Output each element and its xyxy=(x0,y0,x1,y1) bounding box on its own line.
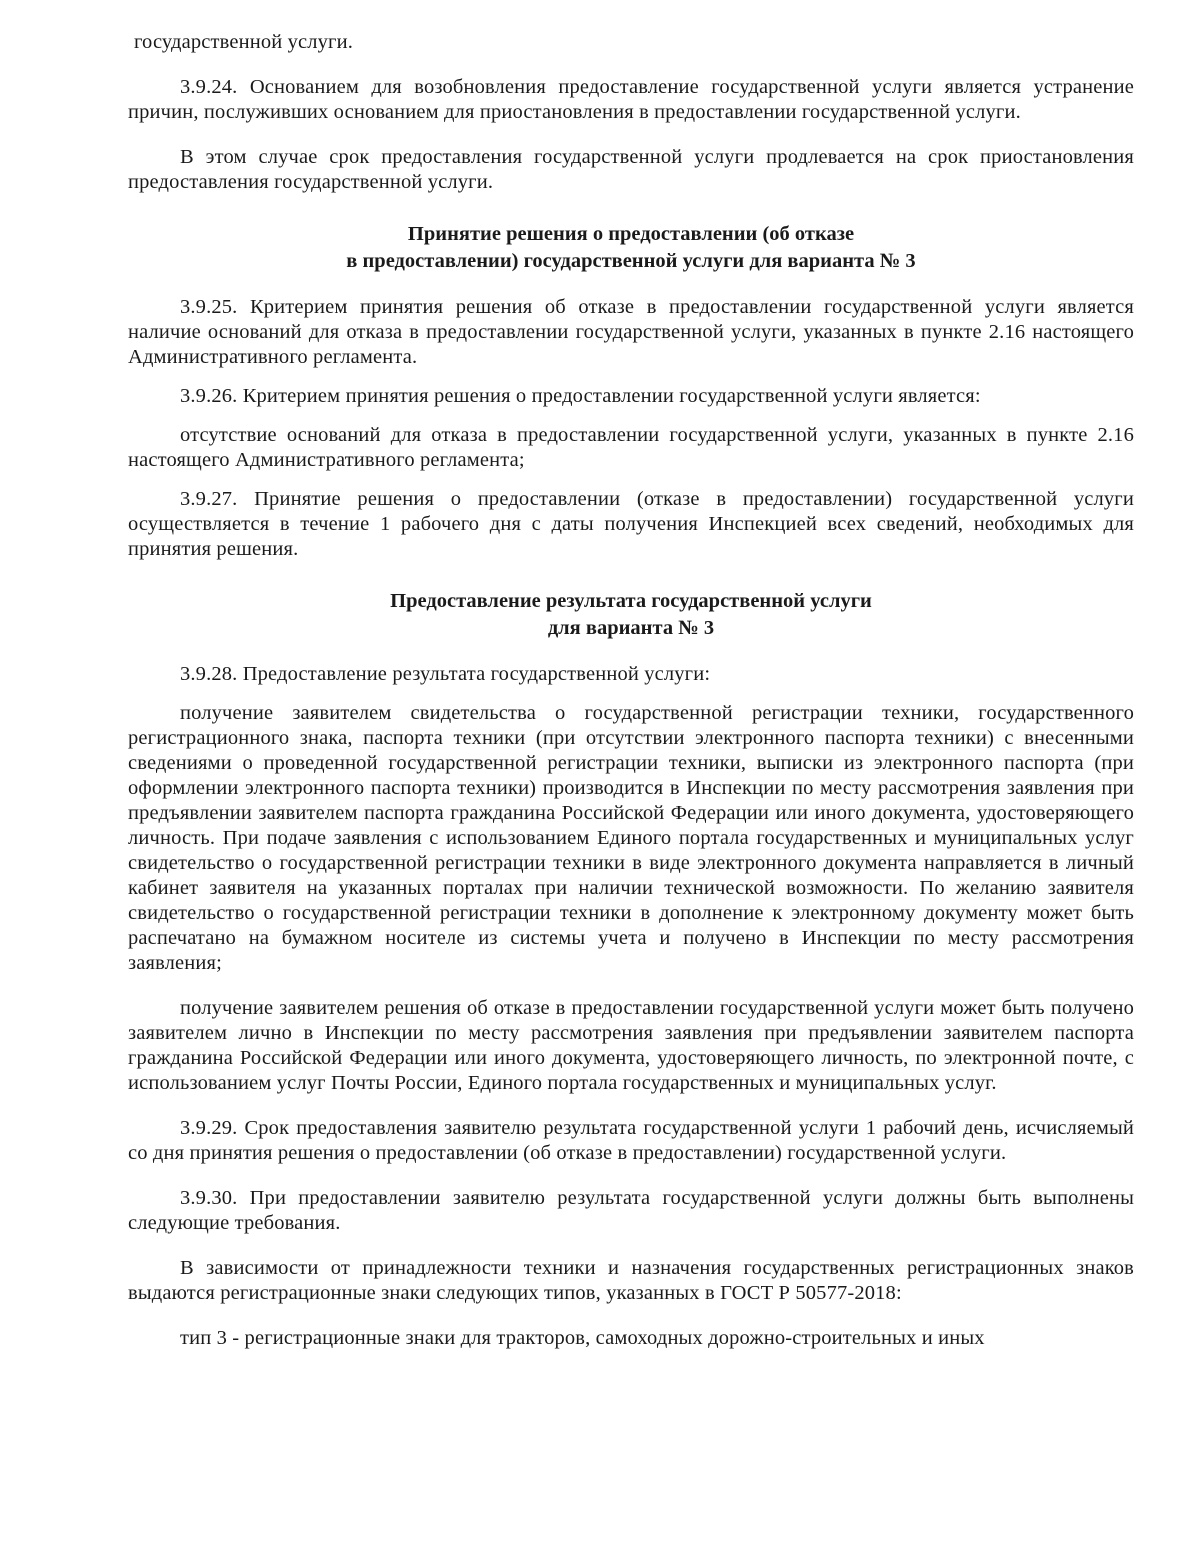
paragraph-3-9-30: 3.9.30. При предоставлении заявителю результата государственной услуги должны быть выполнены следующие требования. xyxy=(128,1187,1134,1234)
paragraph-receive-certificate: получение заявителем свидетельства о государственной регистрации техники, государственного регистрационного знака, паспорта техники (при отсутствии электронного паспорта техники) с внесенными сведениями о проведенной государственной регистрации техники, выписки из электронного паспорта (при оформлении электронного паспорта техники) производится в Инспекции по месту рассмотрения заявления при предъявлении заявителем паспорта гражданина Российской Федерации или иного документа, удостоверяющего личность. При подаче заявления с использованием Единого портала государственных и муниципальных услуг свидетельство о государственной регистрации техники в виде электронного документа направляется в личный кабинет заявителя на указанных порталах при наличии технической возможности. По желанию заявителя свидетельство о государственной регистрации техники в дополнение к электронному документу может быть распечатано на бумажном носителе из системы учета и получено в Инспекции по месту рассмотрения заявления; xyxy=(128,702,1134,974)
section-heading-result-line2: для варианта № 3 xyxy=(547,617,715,639)
paragraph-3-9-29: 3.9.29. Срок предоставления заявителю результата государственной услуги 1 рабочий день, исчисляемый со дня принятия решения о предоставлении (об отказе в предоставлении) государственной услуги. xyxy=(128,1117,1134,1164)
paragraph-3-9-27: 3.9.27. Принятие решения о предоставлении (отказе в предоставлении) государственной услуги осуществляется в течение 1 рабочего дня с даты получения Инспекцией всех сведений, необходимых для принятия решения. xyxy=(128,488,1134,560)
paragraph-3-9-24: 3.9.24. Основанием для возобновления предоставление государственной услуги является устранение причин, послуживших основанием для приостановления в предоставлении государственной услуги. xyxy=(128,76,1134,123)
document-page xyxy=(128,30,1134,1351)
section-heading-decision-line1: Принятие решения о предоставлении (об отказе xyxy=(407,223,855,245)
paragraph-term-extension: В этом случае срок предоставления государственной услуги продлевается на срок приостановления предоставления государственной услуги. xyxy=(128,146,1134,193)
section-heading-decision xyxy=(128,221,1134,275)
paragraph-plate-types: В зависимости от принадлежности техники и назначения государственных регистрационных знаков выдаются регистрационные знаки следующих типов, указанных в ГОСТ Р 50577-2018: xyxy=(128,1257,1134,1304)
paragraph-receive-refusal: получение заявителем решения об отказе в предоставлении государственной услуги может быть получено заявителем лично в Инспекции по месту рассмотрения заявления при предъявлении заявителем паспорта гражданина Российской Федерации или иного документа, удостоверяющего личность, по электронной почте, с использованием услуг Почты России, Единого портала государственных и муниципальных услуг. xyxy=(128,997,1134,1094)
paragraph-3-9-25: 3.9.25. Критерием принятия решения об отказе в предоставлении государственной услуги является наличие оснований для отказа в предоставлении государственной услуги, указанных в пункте 2.16 настоящего Административного регламента. xyxy=(128,296,1134,368)
section-heading-decision-line2: в предоставлении) государственной услуги для варианта № 3 xyxy=(346,250,916,272)
section-heading-result xyxy=(128,588,1134,642)
paragraph-3-9-28: 3.9.28. Предоставление результата государственной услуги: xyxy=(180,663,711,685)
paragraph-3-9-26: 3.9.26. Критерием принятия решения о предоставлении государственной услуги является: xyxy=(180,385,981,407)
paragraph-type-3: тип 3 - регистрационные знаки для тракторов, самоходных дорожно-строительных и иных xyxy=(180,1327,985,1349)
paragraph-continuation: государственной услуги. xyxy=(134,31,354,53)
paragraph-absence-of-grounds: отсутствие оснований для отказа в предоставлении государственной услуги, указанных в пункте 2.16 настоящего Административного регламента; xyxy=(128,424,1134,471)
section-heading-result-line1: Предоставление результата государственной услуги xyxy=(390,590,872,612)
